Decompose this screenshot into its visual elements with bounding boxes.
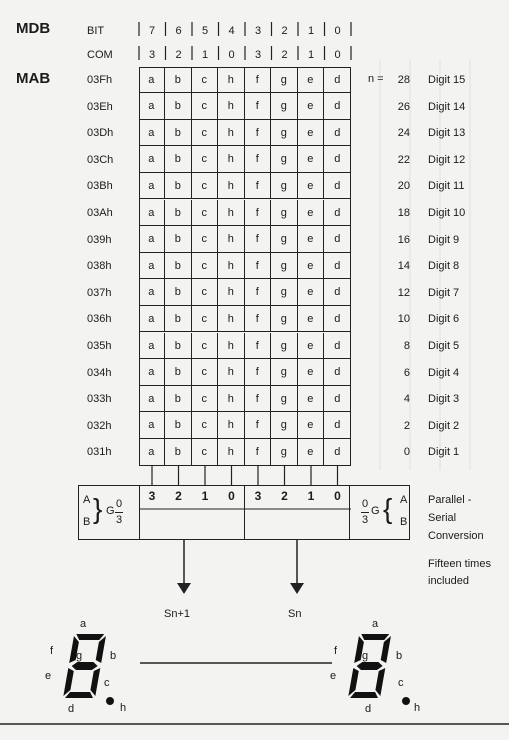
grid-cell: b	[165, 412, 192, 439]
right-gate-fraction-bar	[361, 512, 369, 513]
n-equals-label: n =	[368, 73, 384, 85]
grid-cell: g	[271, 439, 298, 466]
grid-cell: e	[298, 93, 325, 120]
seg-label-c-right: c	[398, 677, 404, 689]
grid-cell: c	[192, 306, 219, 333]
grid-cell: c	[192, 386, 219, 413]
grid-cell: g	[271, 93, 298, 120]
grid-cell: b	[165, 386, 192, 413]
digit-label: Digit 15	[428, 74, 466, 86]
grid-cell: f	[245, 146, 272, 173]
grid-cell: h	[218, 279, 245, 306]
grid-cell: e	[298, 439, 325, 466]
grid-cell: g	[271, 412, 298, 439]
digit-label: Digit 5	[428, 340, 460, 352]
grid-cell: h	[218, 306, 245, 333]
grid-cell: g	[271, 386, 298, 413]
grid-cell: e	[298, 333, 325, 360]
n-value: 20	[397, 180, 410, 193]
grid-cell: b	[165, 279, 192, 306]
com-label: COM	[87, 49, 113, 61]
converter-input-number: 2	[175, 489, 182, 503]
grid-cell: d	[324, 279, 351, 306]
seg-label-e-left: e	[45, 670, 52, 682]
left-gate-b: B	[83, 516, 91, 528]
com-header-cell: 2	[175, 49, 182, 61]
grid-cell: h	[218, 226, 245, 253]
grid-cell: c	[192, 279, 219, 306]
grid-cell: e	[298, 386, 325, 413]
bit-header-cell: 4	[228, 25, 235, 37]
grid-cell: f	[245, 386, 272, 413]
grid-cell: c	[192, 93, 219, 120]
grid-cell: c	[192, 120, 219, 147]
grid-cell: f	[245, 173, 272, 200]
right-gate-0: 0	[362, 498, 369, 510]
grid-cell: e	[298, 253, 325, 280]
converter-input-number: 3	[254, 489, 262, 503]
conversion-caption-3: Conversion	[428, 530, 484, 542]
n-value: 22	[397, 153, 410, 166]
grid-cell: d	[324, 333, 351, 360]
bit-header-cell: 7	[148, 25, 156, 37]
grid-cell: g	[271, 279, 298, 306]
conversion-caption-2: Serial	[428, 512, 457, 524]
left-gate-a: A	[83, 494, 91, 506]
digit-label: Digit 4	[428, 366, 460, 379]
grid-cell: g	[271, 200, 298, 227]
bit-header-cell: 3	[254, 25, 262, 37]
n-value: 16	[397, 233, 410, 246]
n-value: 2	[403, 419, 410, 432]
com-header-cell: 2	[281, 49, 288, 61]
grid-cell: e	[298, 120, 325, 147]
n-value: 10	[397, 313, 410, 326]
grid-cell: a	[139, 306, 166, 333]
grid-cell: h	[218, 253, 245, 280]
digit-label: Digit 3	[428, 393, 460, 406]
grid-cell: b	[165, 200, 192, 227]
grid-cell: c	[192, 359, 219, 386]
bit-header-cell: 5	[201, 25, 209, 37]
address-label: 034h	[87, 366, 112, 379]
n-value: 8	[403, 340, 410, 352]
grid-cell: a	[139, 279, 166, 306]
output-sn-plus-1: Sn+1	[164, 608, 190, 620]
n-value: 14	[397, 260, 410, 273]
grid-cell: c	[192, 200, 219, 227]
grid-cell: e	[298, 306, 325, 333]
grid-cell: c	[192, 146, 219, 173]
seg-label-g-right: g	[362, 650, 369, 662]
grid-cell: d	[324, 200, 351, 227]
grid-cell: a	[139, 200, 166, 227]
grid-cell: g	[271, 146, 298, 173]
grid-cell: c	[192, 253, 219, 280]
digit-label: Digit 9	[428, 233, 460, 246]
bit-header-cell: 0	[334, 25, 341, 37]
seg-label-g-left: g	[76, 650, 83, 662]
grid-cell: h	[218, 146, 245, 173]
grid-cell: g	[271, 253, 298, 280]
grid-cell: a	[139, 93, 166, 120]
converter-input-number: 3	[148, 489, 156, 503]
grid-cell: h	[218, 93, 245, 120]
grid-cell: d	[324, 226, 351, 253]
grid-cell: g	[271, 173, 298, 200]
address-label: 036h	[87, 313, 112, 326]
grid-cell: b	[165, 146, 192, 173]
seg-label-f-left: f	[50, 645, 54, 657]
grid-cell: h	[218, 412, 245, 439]
grid-cell: f	[245, 200, 272, 227]
mab-label: MAB	[16, 70, 51, 87]
seg-label-d-right: d	[365, 703, 372, 715]
grid-cell: f	[245, 279, 272, 306]
address-label: 039h	[87, 233, 112, 246]
left-gate-0: 0	[116, 498, 123, 510]
grid-cell: f	[245, 93, 272, 120]
seg-label-b-left: b	[110, 650, 117, 662]
grid-cell: b	[165, 359, 192, 386]
grid-cell: e	[298, 67, 325, 94]
grid-cell: g	[271, 359, 298, 386]
grid-cell: g	[271, 120, 298, 147]
decimal-point-right	[402, 697, 410, 705]
grid-cell: d	[324, 359, 351, 386]
seg-label-a-right: a	[372, 618, 379, 630]
grid-cell: f	[245, 67, 272, 94]
grid-cell: h	[218, 67, 245, 94]
grid-cell: h	[218, 120, 245, 147]
grid-cell: g	[271, 67, 298, 94]
digit-label: Digit 14	[428, 100, 466, 113]
left-gate-fraction-bar	[115, 512, 123, 513]
grid-cell: e	[298, 200, 325, 227]
grid-cell: d	[324, 412, 351, 439]
grid-cell: h	[218, 200, 245, 227]
right-gate-3: 3	[362, 514, 369, 526]
grid-cell: h	[218, 359, 245, 386]
grid-cell: a	[139, 386, 166, 413]
grid-cell: b	[165, 173, 192, 200]
address-label: 031h	[87, 446, 112, 459]
address-label: 038h	[87, 260, 112, 273]
grid-cell: d	[324, 146, 351, 173]
n-value: 24	[397, 127, 410, 140]
digit-label: Digit 13	[428, 127, 466, 140]
digit-label: Digit 10	[428, 207, 466, 219]
address-label: 03Dh	[87, 127, 114, 140]
seg-label-h-left: h	[120, 702, 127, 714]
mdb-label: MDB	[16, 20, 51, 37]
grid-cell: h	[218, 333, 245, 360]
right-gate-b: B	[400, 516, 408, 528]
converter-input-number: 2	[281, 489, 288, 503]
grid-cell: f	[245, 439, 272, 466]
n-value: 12	[397, 286, 410, 299]
grid-cell: e	[298, 412, 325, 439]
grid-cell: f	[245, 306, 272, 333]
grid-cell: a	[139, 120, 166, 147]
digit-label: Digit 7	[428, 286, 460, 299]
grid-cell: d	[324, 306, 351, 333]
grid-cell: e	[298, 359, 325, 386]
seg-label-f-right: f	[334, 645, 338, 657]
right-gate-g: G	[371, 505, 380, 517]
grid-cell: e	[298, 146, 325, 173]
grid-cell: b	[165, 306, 192, 333]
grid-cell: d	[324, 67, 351, 94]
digit-label: Digit 1	[428, 446, 460, 459]
grid-cell: c	[192, 226, 219, 253]
grid-cell: f	[245, 359, 272, 386]
grid-cell: a	[139, 359, 166, 386]
left-gate-3: 3	[116, 514, 123, 526]
grid-cell: g	[271, 306, 298, 333]
grid-cell: a	[139, 67, 166, 94]
fifteen-times-note-1: Fifteen times	[428, 558, 491, 570]
n-value: 0	[403, 446, 410, 459]
conversion-caption-1: Parallel -	[428, 494, 472, 506]
n-value: 28	[397, 74, 410, 86]
grid-cell: d	[324, 173, 351, 200]
com-header-cell: 1	[307, 49, 315, 61]
grid-cell: a	[139, 253, 166, 280]
digit-label: Digit 8	[428, 260, 460, 273]
grid-cell: b	[165, 439, 192, 466]
grid-cell: d	[324, 253, 351, 280]
grid-cell: a	[139, 226, 166, 253]
com-header-cell: 3	[148, 49, 156, 61]
com-header-cell: 0	[334, 49, 341, 61]
bit-header-cell: 2	[281, 25, 288, 37]
address-label: 03Ch	[87, 153, 114, 166]
converter-input-number: 1	[307, 489, 315, 503]
grid-cell: h	[218, 386, 245, 413]
grid-cell: a	[139, 146, 166, 173]
seg-label-d-left: d	[68, 703, 75, 715]
grid-cell: g	[271, 226, 298, 253]
address-label: 03Eh	[87, 100, 113, 113]
address-label: 03Bh	[87, 180, 113, 193]
right-gate-a: A	[400, 494, 408, 506]
converter-input-number: 0	[228, 489, 235, 503]
seg-label-a-left: a	[80, 618, 87, 630]
decimal-point-left	[106, 697, 114, 705]
digit-label: Digit 6	[428, 313, 460, 326]
digit-label: Digit 12	[428, 153, 466, 166]
com-header-cell: 3	[254, 49, 262, 61]
grid-cell: b	[165, 333, 192, 360]
address-label: 037h	[87, 286, 112, 299]
grid-cell: f	[245, 253, 272, 280]
seg-label-b-right: b	[396, 650, 403, 662]
fifteen-times-note-2: included	[428, 575, 469, 587]
bit-header-cell: 1	[307, 25, 315, 37]
n-value: 6	[403, 366, 410, 379]
address-label: 03Fh	[87, 74, 113, 86]
seg-label-c-left: c	[104, 677, 110, 689]
grid-cell: f	[245, 412, 272, 439]
grid-cell: d	[324, 386, 351, 413]
grid-cell: c	[192, 173, 219, 200]
left-gate-g: G	[106, 505, 115, 517]
grid-cell: d	[334, 445, 341, 458]
grid-cell: c	[192, 439, 219, 466]
grid-cell: c	[192, 333, 219, 360]
grid-cell: e	[298, 226, 325, 253]
seven-segment-digit-right	[340, 630, 403, 702]
com-header-cell: 0	[228, 49, 235, 61]
grid-cell: d	[324, 93, 351, 120]
grid-cell: a	[139, 333, 166, 360]
right-gate-brace: {	[383, 493, 393, 524]
n-value: 4	[403, 393, 410, 406]
grid-cell: h	[218, 439, 245, 466]
output-sn: Sn	[288, 608, 302, 620]
address-label: 032h	[87, 419, 112, 432]
left-gate-brace: }	[93, 493, 103, 524]
seven-segment-digit-left	[55, 630, 115, 702]
converter-input-number: 0	[334, 489, 341, 503]
grid-cell: b	[165, 120, 192, 147]
grid-cell: e	[298, 279, 325, 306]
grid-cell: c	[192, 412, 219, 439]
com-header-cell: 1	[201, 49, 209, 61]
grid-cell: e	[298, 173, 325, 200]
digit-label: Digit 2	[428, 419, 460, 432]
grid-cell: f	[245, 226, 272, 253]
bit-label: BIT	[87, 25, 105, 37]
grid-cell: b	[165, 253, 192, 280]
bit-header-cell: 6	[175, 25, 182, 37]
grid-cell: b	[165, 67, 192, 94]
grid-cell: h	[218, 173, 245, 200]
address-label: 033h	[87, 393, 112, 406]
address-label: 03Ah	[87, 207, 113, 219]
n-value: 26	[397, 100, 410, 113]
grid-cell: a	[139, 439, 166, 466]
address-label: 035h	[87, 340, 112, 352]
digit-label: Digit 11	[428, 180, 465, 193]
grid-cell: c	[192, 67, 219, 94]
grid-cell: b	[165, 93, 192, 120]
seg-label-h-right: h	[414, 702, 421, 714]
grid-cell: f	[245, 333, 272, 360]
grid-cell: a	[139, 412, 166, 439]
grid-cell: g	[271, 333, 298, 360]
grid-cell: d	[324, 120, 351, 147]
n-value: 18	[397, 207, 410, 219]
grid-cell: b	[165, 226, 192, 253]
converter-input-number: 1	[201, 489, 209, 503]
grid-cell: a	[139, 173, 166, 200]
seg-label-e-right: e	[330, 670, 337, 682]
grid-cell: f	[245, 120, 272, 147]
